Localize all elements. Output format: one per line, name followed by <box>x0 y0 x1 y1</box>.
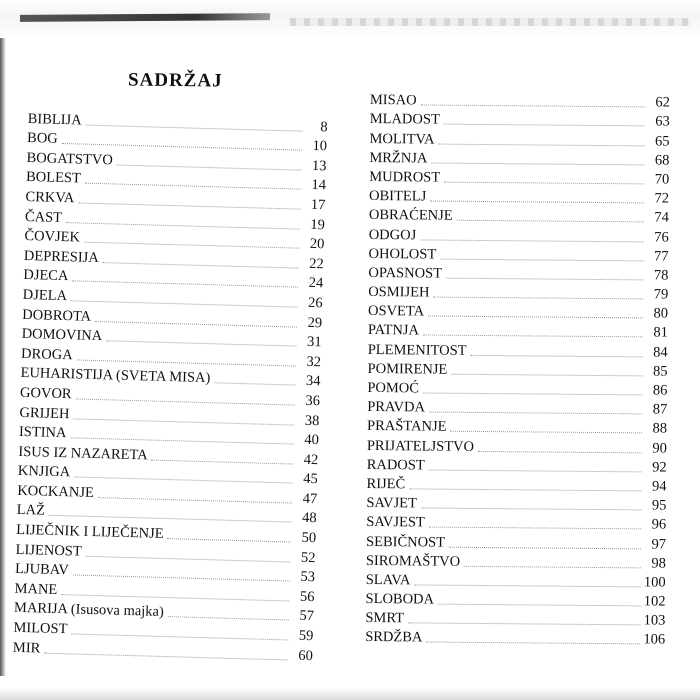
toc-entry-page-number: 40 <box>304 431 320 449</box>
dot-leader <box>168 617 289 621</box>
toc-entry-page-number: 50 <box>301 529 317 547</box>
top-edge-shadow <box>20 13 270 22</box>
toc-entry-page-number: 34 <box>305 373 321 390</box>
page-bottom-edge <box>0 676 700 700</box>
toc-entry-page-number: 97 <box>651 535 667 553</box>
toc-entry-topic: DOMOVINA <box>21 326 103 345</box>
toc-entry-topic: RIJEČ <box>366 475 406 493</box>
toc-entry-page-number: 47 <box>302 490 318 508</box>
toc-entry <box>366 550 666 572</box>
toc-entry <box>368 339 668 361</box>
toc-entry <box>369 224 669 246</box>
toc-entry-page-number: 13 <box>311 157 327 175</box>
toc-entry <box>370 109 670 131</box>
toc-entry-page-number: 10 <box>312 138 328 155</box>
toc-entry-topic: GRIJEH <box>19 404 70 422</box>
toc-entry-page-number: 17 <box>310 196 326 214</box>
toc-entry-page-number: 52 <box>300 549 316 566</box>
toc-entry-page-number: 65 <box>654 133 670 150</box>
toc-entry-page-number: 42 <box>303 451 319 468</box>
toc-entry-topic: SAVJEST <box>366 514 425 531</box>
toc-entry-page-number: 63 <box>655 113 670 130</box>
toc-entry-page-number: 80 <box>653 305 669 322</box>
toc-entry-page-number: 20 <box>309 236 325 253</box>
toc-entry-page-number: 19 <box>310 216 326 233</box>
toc-entry-page-number: 59 <box>298 627 314 645</box>
toc-entry-topic: ISUS IZ NAZARETA <box>18 443 148 464</box>
toc-entry-topic: MARIJA (Isusova majka) <box>13 600 165 621</box>
toc-entry <box>368 301 668 323</box>
toc-entry-page-number: 57 <box>299 608 315 625</box>
dot-leader <box>423 335 643 338</box>
toc-entry-topic: PATNJA <box>367 322 420 339</box>
toc-entry <box>369 148 669 170</box>
toc-entry <box>370 90 670 112</box>
toc-entry-topic: GOVOR <box>19 384 72 403</box>
toc-entry <box>368 243 668 265</box>
toc-entry-topic: MISAO <box>369 92 417 109</box>
toc-entry-topic: LIJEČNIK I LIJEČENJE <box>15 521 164 543</box>
toc-entry-page-number: 85 <box>652 363 668 380</box>
toc-entry-page-number: 29 <box>307 314 323 331</box>
toc-entry-page-number: 100 <box>643 574 666 591</box>
dot-leader <box>426 642 640 645</box>
toc-entry-page-number: 96 <box>651 516 667 533</box>
dot-leader <box>414 584 640 587</box>
toc-entry-topic: PLEMENITOST <box>367 341 467 359</box>
dot-leader <box>421 508 642 511</box>
toc-right-column <box>365 90 670 649</box>
toc-entry <box>366 512 666 534</box>
page-top-edge <box>0 0 700 38</box>
dot-leader <box>409 488 641 491</box>
toc-entry <box>365 608 665 630</box>
dot-leader <box>152 459 294 464</box>
dot-leader <box>439 143 645 146</box>
toc-entry-topic: BOG <box>26 130 58 148</box>
toc-entry-topic: RADOST <box>366 456 425 474</box>
toc-entry-page-number: 84 <box>653 344 668 361</box>
dot-leader <box>433 297 643 300</box>
toc-entry-page-number: 94 <box>651 478 667 495</box>
toc-entry-page-number: 79 <box>653 286 669 303</box>
toc-entry <box>365 589 665 611</box>
toc-entry-page-number: 24 <box>308 275 324 292</box>
dot-leader <box>444 182 644 185</box>
toc-entry-topic: MANE <box>14 580 58 598</box>
toc-entry-topic: BOLEST <box>25 169 82 187</box>
toc-entry-topic: OBRAĆENJE <box>368 207 453 225</box>
toc-entry-topic: ČAST <box>24 208 63 226</box>
toc-entry-page-number: 56 <box>299 588 315 606</box>
dot-leader <box>423 392 642 395</box>
toc-entry-page-number: 98 <box>651 555 666 572</box>
toc-entry-topic: LAŽ <box>16 502 46 520</box>
toc-entry-page-number: 72 <box>654 190 670 207</box>
dot-leader <box>450 431 642 434</box>
dot-leader <box>440 258 643 261</box>
toc-entry-page-number: 14 <box>311 177 327 194</box>
dot-leader <box>428 316 643 319</box>
toc-entry-page-number: 62 <box>655 94 670 111</box>
toc-entry-page-number: 78 <box>653 267 669 284</box>
toc-entry <box>366 531 666 553</box>
toc-entry <box>368 282 668 304</box>
toc-entry-topic: KNJIGA <box>17 463 71 481</box>
dot-leader <box>464 566 641 569</box>
toc-entry-topic: SRDŽBA <box>365 629 423 646</box>
dot-leader <box>471 355 643 358</box>
toc-entry-page-number: 53 <box>300 569 316 586</box>
dot-leader <box>449 546 641 549</box>
toc-entry-topic: MLADOST <box>369 111 440 128</box>
toc-entry-topic: MUDROST <box>369 168 441 186</box>
toc-entry <box>366 493 666 515</box>
toc-entry-topic: OBITELJ <box>369 188 427 205</box>
dot-leader <box>438 604 641 607</box>
toc-entry-page-number: 76 <box>654 228 669 246</box>
toc-entry <box>366 474 666 496</box>
toc-entry-page-number: 68 <box>654 152 670 169</box>
toc-entry-page-number: 103 <box>643 612 666 629</box>
toc-entry-page-number: 81 <box>653 324 668 342</box>
toc-entry-topic: PRAŠTANJE <box>366 418 447 436</box>
dot-leader <box>457 220 644 223</box>
dot-leader <box>429 527 641 530</box>
toc-entry-topic: PRAVDA <box>367 399 426 416</box>
toc-entry-page-number: 38 <box>304 412 320 429</box>
toc-entry <box>365 627 665 649</box>
page-title: SADRŽAJ <box>127 69 223 92</box>
toc-entry-topic: SEBIČNOST <box>365 533 446 551</box>
page-left-edge <box>0 0 6 700</box>
toc-entry-page-number: 92 <box>652 459 667 476</box>
toc-entry-topic: ODGOJ <box>368 226 417 243</box>
toc-entry-topic: DJELA <box>22 286 68 305</box>
dot-leader <box>214 383 295 386</box>
toc-entry-topic: OSMIJEH <box>368 284 430 301</box>
dot-leader <box>478 451 642 453</box>
toc-entry-topic: LJUBAV <box>14 561 70 579</box>
toc-entry <box>367 455 667 477</box>
toc-entry-page-number: 22 <box>309 255 324 273</box>
top-edge-texture <box>290 18 690 26</box>
toc-entry-page-number: 74 <box>654 209 669 226</box>
toc-entry-topic: SIROMAŠTVO <box>365 552 461 570</box>
toc-entry-topic: KOCKANJE <box>17 482 95 501</box>
toc-entry <box>367 416 667 438</box>
toc-entry <box>369 167 669 189</box>
toc-entry <box>366 570 666 592</box>
toc-entry-topic: LIJENOST <box>15 541 82 560</box>
toc-entry-topic: CRKVA <box>25 188 75 207</box>
dot-leader <box>429 412 642 415</box>
toc-entry-topic: OHOLOST <box>368 245 437 263</box>
dot-leader <box>408 623 640 626</box>
dot-leader <box>420 239 643 242</box>
toc-entry-topic: SLAVA <box>365 571 411 589</box>
toc-entry-page-number: 48 <box>301 510 317 527</box>
toc-entry-page-number: 86 <box>652 382 668 399</box>
toc-entry-page-number: 88 <box>652 420 668 437</box>
toc-entry <box>369 186 669 208</box>
toc-entry-topic: DEPRESIJA <box>23 247 100 266</box>
toc-entry-topic: EUHARISTIJA (SVETA MISA) <box>20 365 211 387</box>
toc-entry-page-number: 36 <box>305 392 321 410</box>
dot-leader <box>44 652 288 660</box>
toc-entry-topic: SAVJET <box>366 495 417 512</box>
toc-entry-topic: OPASNOST <box>368 264 443 282</box>
toc-entry-topic: ČOVJEK <box>24 228 81 246</box>
toc-entry <box>369 205 669 227</box>
dot-leader <box>451 374 642 377</box>
dot-leader <box>421 105 645 108</box>
toc-entry-page-number: 60 <box>298 647 314 664</box>
toc-entry-page-number: 8 <box>320 118 328 135</box>
toc-entry-topic: DROGA <box>20 345 73 364</box>
dot-leader <box>429 469 642 472</box>
toc-entry <box>367 397 667 419</box>
toc-entry-page-number: 26 <box>307 294 323 312</box>
toc-entry-page-number: 77 <box>653 248 669 265</box>
toc-entry <box>367 378 667 400</box>
toc-entry-topic: MILOST <box>13 619 68 638</box>
toc-entry-page-number: 70 <box>654 171 670 188</box>
toc-entry-page-number: 31 <box>306 334 322 351</box>
toc-entry-topic: DOBROTA <box>22 306 92 325</box>
toc-entry <box>369 128 669 150</box>
toc-entry-page-number: 90 <box>652 440 667 457</box>
toc-entry-page-number: 95 <box>651 497 667 514</box>
toc-entry-topic: OSVETA <box>367 303 425 320</box>
toc-entry-topic: MIR <box>12 639 41 657</box>
toc-entry-page-number: 87 <box>652 401 668 418</box>
toc-entry <box>368 263 668 285</box>
dot-leader <box>431 162 644 165</box>
toc-entry <box>368 320 668 342</box>
toc-entry-topic: PRIJATELJSTVO <box>366 437 475 455</box>
toc-entry-page-number: 106 <box>643 631 666 649</box>
toc-entry-topic: POMIRENJE <box>367 360 448 378</box>
toc-entry-page-number: 45 <box>303 471 318 488</box>
toc-entry-page-number: 32 <box>306 353 322 370</box>
dot-leader <box>446 278 643 281</box>
dot-leader <box>444 124 645 127</box>
toc-entry-topic: MRŽNJA <box>369 149 428 167</box>
toc-entry <box>367 359 667 381</box>
dot-leader <box>430 201 644 204</box>
toc-entry-topic: BOGATSTVO <box>26 149 114 169</box>
toc-entry-topic: SLOBODA <box>365 591 435 608</box>
toc-entry-topic: MOLITVA <box>369 130 435 148</box>
toc-entry-topic: BIBLIJA <box>27 110 82 129</box>
toc-entry-topic: POMOĆ <box>367 379 420 397</box>
dot-leader <box>167 538 291 542</box>
toc-entry <box>367 435 667 457</box>
toc-left-column <box>13 108 328 665</box>
toc-entry-page-number: 102 <box>643 593 666 610</box>
toc-entry-topic: DJECA <box>23 267 69 285</box>
toc-entry-topic: SMRT <box>365 610 405 627</box>
toc-entry-topic: ISTINA <box>18 423 67 442</box>
